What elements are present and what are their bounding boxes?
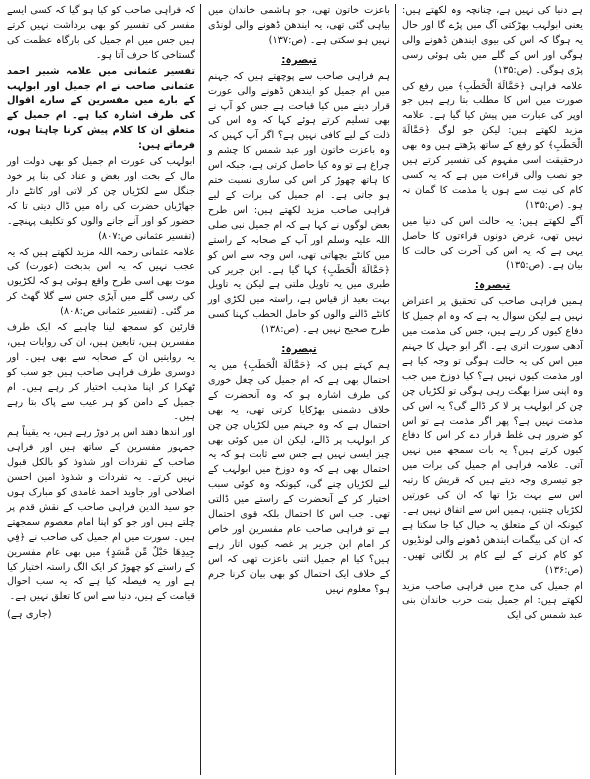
section-heading: تبصرہ:: [281, 343, 317, 356]
heading-block: [208, 341, 390, 357]
section-heading: تبصرہ:: [474, 279, 511, 292]
paragraph: ام جمیل کی مدح میں فراہی صاحب مزید لکھتے ہیں: ام جمیل بنت حرب خاندان بنی عبد شمس کی ایک: [402, 580, 583, 622]
heading-block: [208, 52, 390, 68]
column-right: [399, 4, 586, 776]
section-heading: تبصرہ:: [281, 53, 317, 66]
paragraph: باعزت خاتون تھی، جو ہاشمی خاندان میں بیاہی گئی تھی، یہ ایندھن ڈھونے والی لونڈی نہیں ہو سکتی ہے۔ (ص:۱۳۷): [208, 5, 390, 46]
paragraph: علامہ فراہی ﴿حَمَّالَةَ الْحَطَبِ﴾ میں رفع کی صورت میں اس کا مطلب بتا رہے ہیں جو اوپر کی عبارت میں پیش کیا گیا ہے۔ علامہ مزید لکھتے ہیں: لیکن جو لوگ ﴿حَمَّالَةَ الْحَطَبِ﴾ کو رفع کے ساتھ پڑھتے ہیں وہ بھی درحقیقت اسی مفہوم کی تفسیر کرتے ہیں جو نصب والی قراءت میں ہے کہ یہ کسی کام کی نیت سے ہوں یا مذمت کا گمان نہ ہو۔ (ص:۱۳۵): [402, 80, 583, 211]
paragraph: اور اندھا دھند اس پر دوڑ رہے ہیں، یہ یقیناً ہم جمہور مفسرین کے ساتھ ہیں اور فراہی صاحب کے تفردات اور شذوذ کو بالکل قبول نہیں کرتے۔ یہ تفردات و شذوذ امین احسن اصلاحی اور جاوید احمد غامدی کو مبارک ہوں جو سید الدین فراہی صاحب کے نقش قدم پر چلتے ہیں اور جو کو اپنا امام معصوم سمجھتے ہیں۔ سورت میں ام جمیل کی صاحب نے ﴿فِي جِيدِهَا حَبْلٌ مِّن مَّسَدٍ﴾ میں بھی عام مفسرین کے راستے کو چھوڑ کر ایک الگ راستہ اختیار کیا ہے اور یہ فیصلہ کیا ہے کہ یہ سب احوال قیامت کے ہیں، دنیا سے اس کا تعلق نہیں ہے۔: [7, 427, 195, 603]
column-left: [4, 4, 198, 776]
paragraph: ہمیں فراہی صاحب کی تحقیق پر اعتراض نہیں ہے لیکن سوال یہ ہے کہ وہ ام جمیل کا دفاع کیوں کر رہے ہیں، جس کی مذمت میں آدھی سورت اتری ہے۔ اگر ابو جہل کا جہنم میں اس کی یہ حالت ہوگی تو وجہ کیا ہے اور مذمت کیوں نہیں ہے؟ کیا دوزخ میں جب وہ اپنی سزا بھگت رہی ہوگی تو لکڑیاں چن چن کر ابولہب پر لا کر ڈالے گی؟ یہ اس کی مذمت نہیں ہے؟ پھر اگر مذمت ہے تو اس کو ضرور ہی غلط قرار دے کر اس کا دفاع کیوں کرتے ہیں؟ یہ بات سمجھ میں نہیں آتی۔ علامہ فراہی ام جمیل کی برات میں جو تیسری وجہ دیتے ہیں کہ قریش کا رتبہ اس سے بہت بڑا تھا کہ ان کی عورتیں لکڑیاں چنتیں، ہمیں اس سے اتفاق نہیں ہے۔ کیونکہ ان کے متعلق یہ خیال کیا جا سکتا ہے کہ ان کی بیگمات ایندھن ڈھونے والی لونڈیوں کو کام کرنے کے لیے کام پر لگاتی تھیں۔ (ص:۱۳۶): [402, 296, 583, 576]
paragraph: ہے دنیا کی نہیں ہے، چنانچہ وہ لکھتے ہیں: یعنی ابولہب بھڑکتی آگ میں پڑے گا اور حال یہ ہوگا کہ اس کی بیوی ایندھن ڈھونے والی ہوگی اور اس کے گلے میں بٹی ہوئی رسی پڑی ہوگی۔ (ص:۱۳۵): [402, 5, 583, 76]
paragraph: علامہ عثمانی رحمہ اللہ مزید لکھتے ہیں کہ یہ عجب نہیں کہ یہ اس بدبخت (عورت) کی موت بھی اسی طرح واقع ہوئی ہو کہ لکڑیوں کی رسی گلے میں آپڑی جس سے گلا گھٹ کر مر گئی۔ (تفسیر عثمانی ص:۸۰۸): [7, 246, 195, 318]
continued-note: (جاری ہے): [7, 609, 52, 621]
heading-block: [402, 277, 583, 293]
paragraph: کہ فراہی صاحب کو کیا ہو گیا کہ کسی ایسے مفسر کی تفسیر کو بھی برداشت نہیں کرتے ہیں جس میں ام جمیل کی بارگاہ عظمت کی گستاخی کا حرف آتا ہو۔: [7, 5, 195, 61]
paragraph: آگے لکھتے ہیں: یہ حالت اس کی دنیا میں نہیں تھی، غرض دونوں قراءتوں کا حاصل یہی ہے کہ یہ اس کی آخرت کی حالت کا بیان ہے۔ (ص:۱۳۵): [402, 215, 583, 272]
column-divider: [200, 4, 201, 775]
paragraph: ہم کہتے ہیں کہ ﴿حَمَّالَةَ الْحَطَبِ﴾ میں یہ احتمال بھی ہے کہ ام جمیل کی چغل خوری کی طرف اشارہ ہو کہ وہ آنحضرت کے خلاف دشمنی بھڑکایا کرتی تھی، یہ بھی احتمال ہے کہ وہ جہنم میں لکڑیاں چن چن کر ابولہب پر ڈالے، لیکن ان میں کوئی بھی چیز ایسی نہیں ہے جس سے ثابت ہو کہ یہ احتمال بھی ہے کہ وہ دوزخ میں ابولہب کے لیے لکڑیاں چنے گی، کیونکہ وہ کوئی سبب اختیار کر کے آنحضرت کے راستے میں ڈالتی تھی۔ جب اس کا احتمال بلکہ قوی احتمال ہے تو فراہی صاحب عام مفسرین اور خاص کر امام ابن جریر پر غصہ کیوں اتار رہے ہیں؟ کیا ام جمیل اتنی باعزت تھی کہ اس کے خلاف ایک احتمال کو بھی بیان کرنا جرم ہو؟ معلوم نہیں: [208, 360, 390, 595]
paragraph: قارئین کو سمجھ لینا چاہیے کہ ایک طرف مفسرین ہیں، تابعین ہیں، ان کی روایات ہیں، یہ روایتیں ان کے صحابہ سے بھی ہیں۔ اور دوسری طرف فراہی صاحب ہیں جو سب کو ٹھکرا کر اپنا مذہب اختیار کر رہے ہیں۔ ام جمیل کے دامن کو ہر عیب سے پاک بتا رہے ہیں۔: [7, 322, 195, 423]
paragraph: تفسیر عثمانی میں علامہ شبیر احمد عثمانی صاحب نے ام جمیل اور ابولہب کے بارے میں مفسرین کے سارے اقوال کی طرف اشارہ کیا ہے۔ ام جمیل کے متعلق ان کا کلام پیش کرنا چاہتا ہوں، فرماتے ہیں:: [7, 65, 195, 152]
column-middle: [205, 4, 393, 776]
column-divider: [395, 4, 396, 775]
paragraph: ہم فراہی صاحب سے پوچھتے ہیں کہ جہنم میں ام جمیل کو ایندھن ڈھونے والی عورت قرار دینے میں کیا قباحت ہے جس کو آپ نے بھی تسلیم کرتے ہوئے کہا کہ وہ اس کی ذلت کے لیے کافی نہیں ہے؟ اگر آپ کہیں کہ وہ باعزت خاتون اور عبد شمس کا چشم و چراغ ہے تو وہ کیا حاصل کرتی ہے، جبکہ اس کا ہاتھ چھوڑ کر اس کی ساری نسبت ختم ہو جاتی ہے۔ ام جمیل کی برات کے لیے فراہی صاحب مزید لکھتے ہیں: اس طرح بعض لوگوں نے کہا ہے کہ ام جمیل نبی صلی اللہ علیہ وسلم اور آپ کے صحابہ کے راستے میں کانٹے بچھاتی تھی، اس وجہ سے اس کو ﴿حَمَّالَةَ الْحَطَبِ﴾ کہا گیا ہے۔ ابن جریر کی طبری میں یہ تاویل ملتی ہے لیکن یہ تاویل بہت بعید از قیاس ہے، راستہ میں لکڑی اور کانٹے ڈالنے والوں کو حامل الحطب کہنا کسی طرح صحیح نہیں ہے۔ (ص:۱۳۸): [208, 70, 390, 336]
paragraph: ابولہب کی عورت ام جمیل کو بھی دولت اور مال کے بخت اور بغض و عناد کی بنا پر خود جنگل سے لکڑیاں چن کر لاتی اور کانٹے دار جھاڑیاں حضرت کی راہ میں ڈال دیتی تا کہ حضور کو اور آنے جانے والوں کو تکلیف پہنچے۔ (تفسیر عثمانی ص:۸۰۷): [7, 156, 195, 242]
